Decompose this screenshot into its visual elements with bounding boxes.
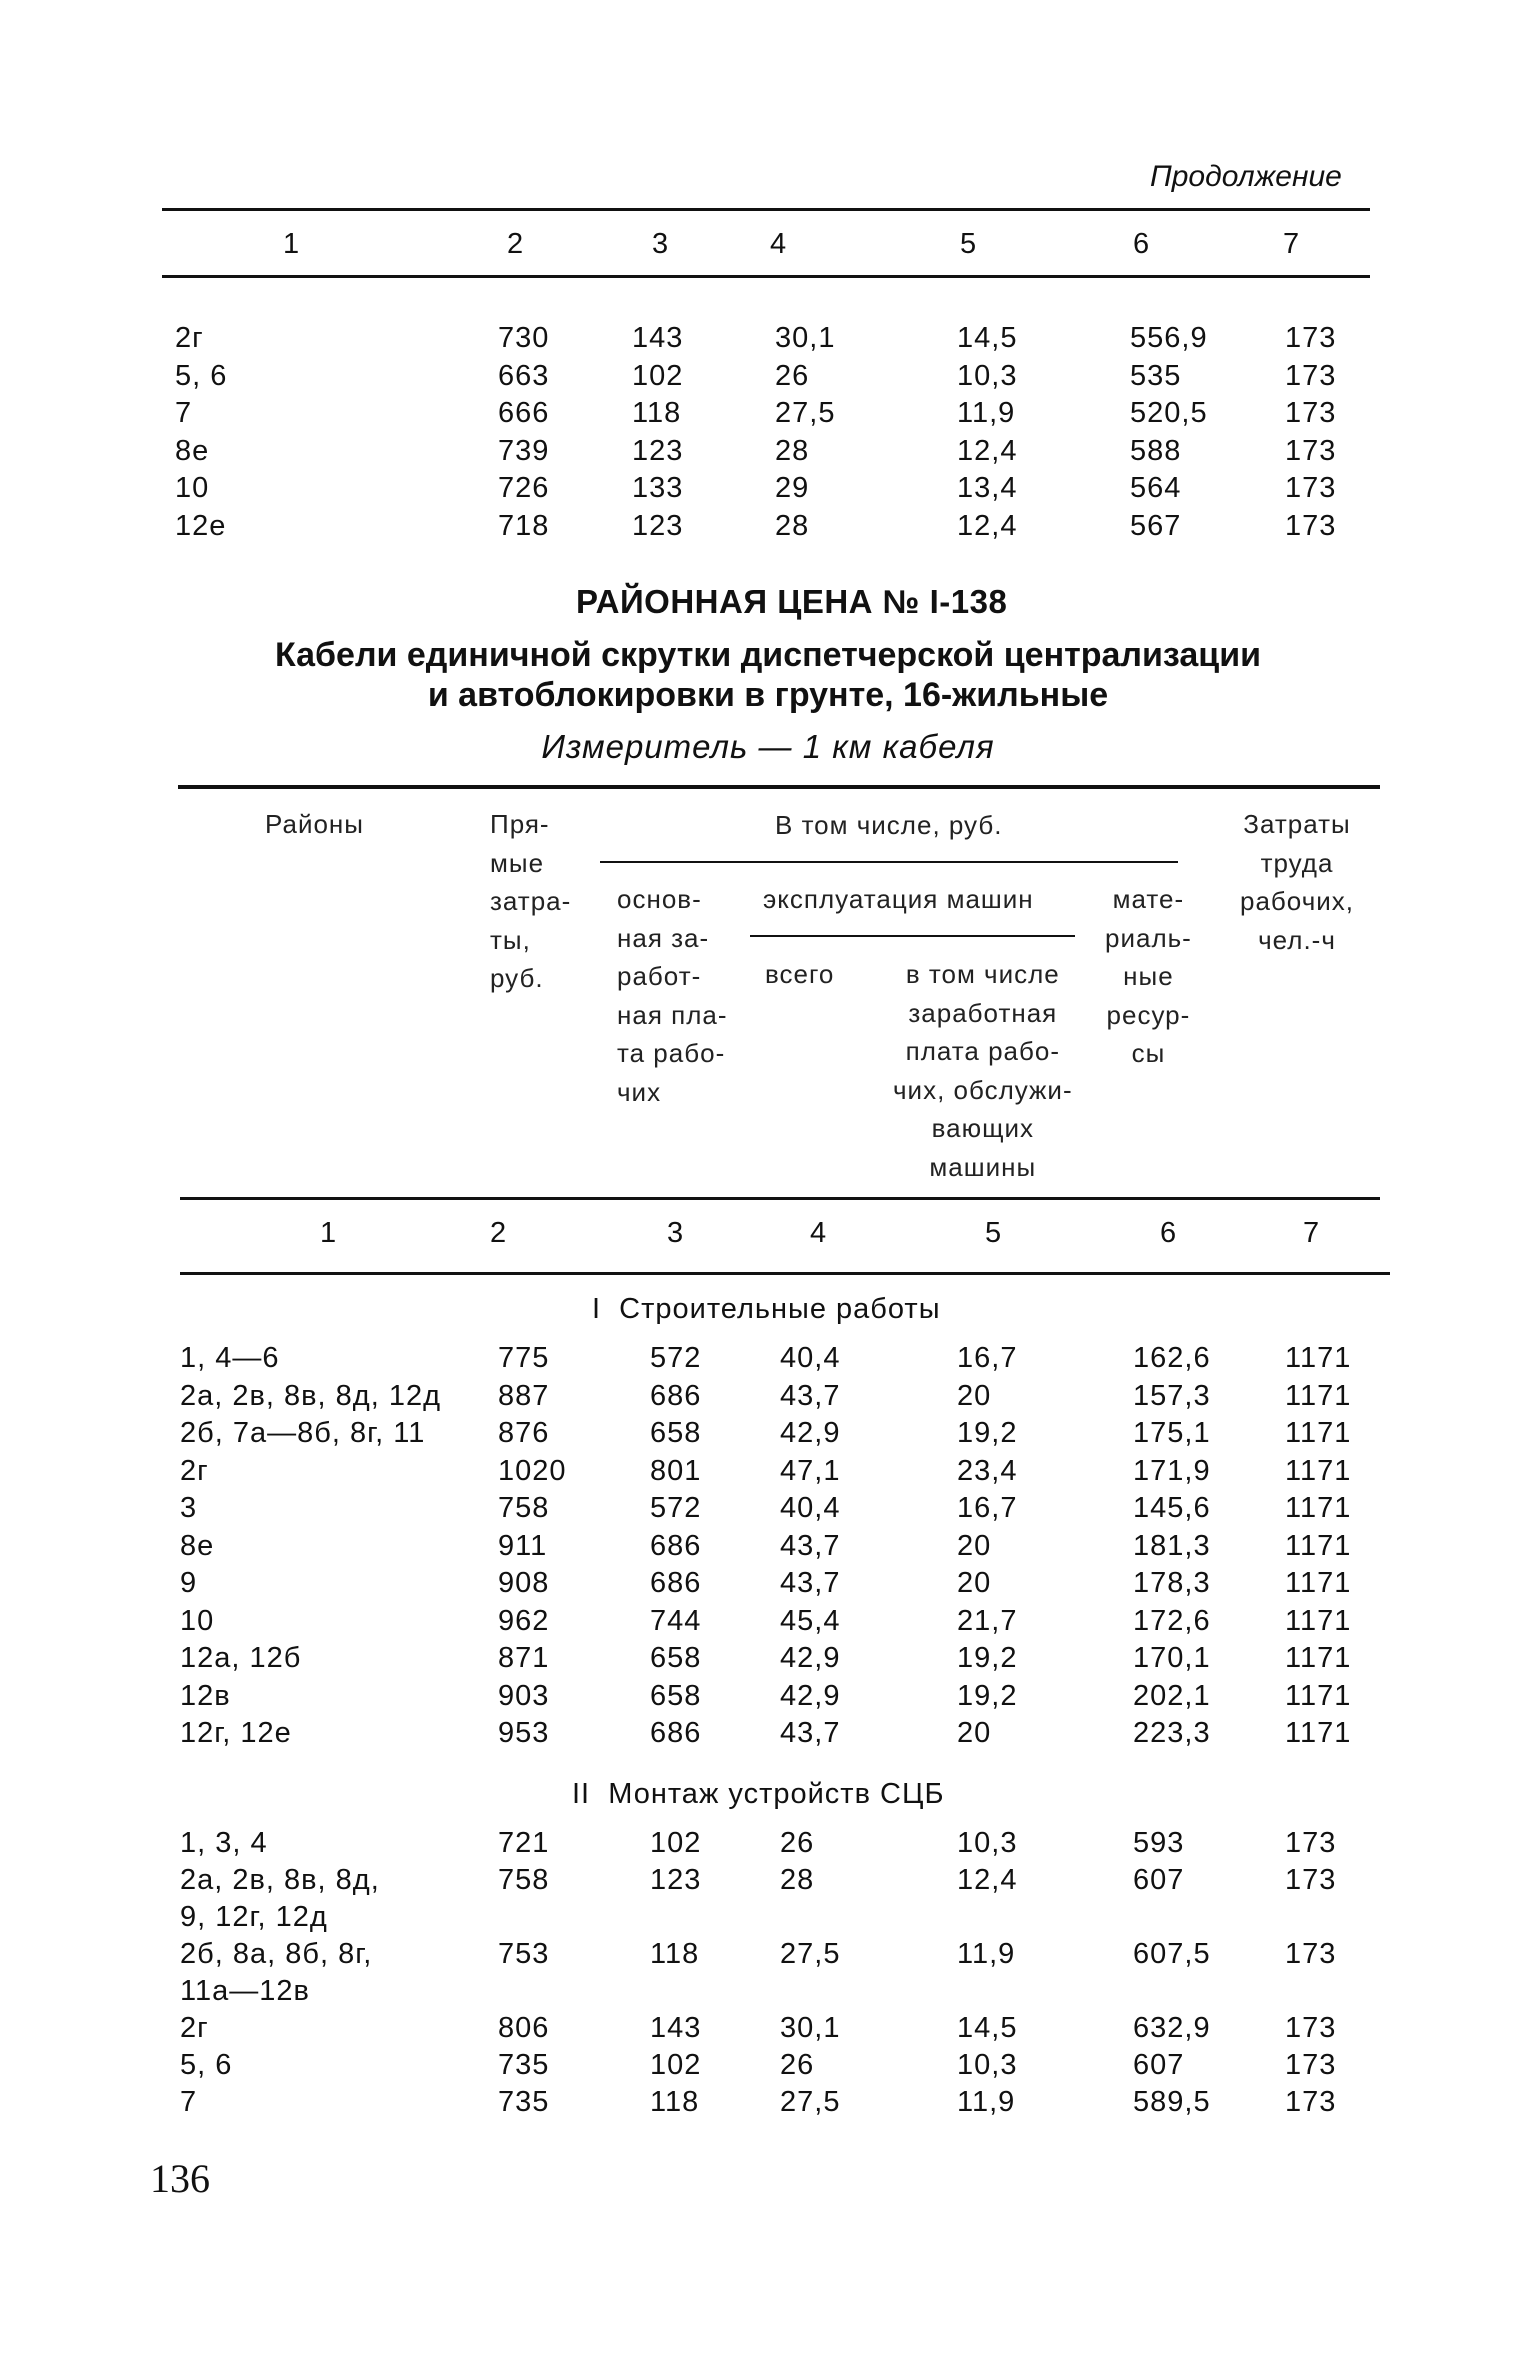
main-column-number: 7: [1303, 1217, 1321, 1249]
table-cell: 593: [1133, 1827, 1185, 1859]
top-column-number: 1: [283, 228, 301, 260]
header-rule-top: [178, 785, 1380, 789]
top-table-cell: 28: [775, 510, 810, 542]
table-cell: 801: [650, 1454, 702, 1487]
table-cell: 632,9: [1133, 2012, 1211, 2044]
top-table-cell: 564: [1130, 472, 1182, 505]
top-table-cell: 12,4: [957, 434, 1018, 467]
row-region: 10: [180, 1604, 215, 1637]
table-cell: 172,6: [1133, 1604, 1211, 1637]
table-cell: 171,9: [1133, 1454, 1211, 1487]
table-cell: 686: [650, 1567, 702, 1599]
table-cell: 40,4: [780, 1342, 841, 1374]
top-table-cell: 123: [632, 434, 684, 467]
top-table-cell: 666: [498, 397, 550, 430]
table-cell: 20: [957, 1379, 992, 1412]
top-table-cell: 143: [632, 322, 684, 354]
table-cell: 744: [650, 1604, 702, 1637]
table-cell: 1171: [1285, 1604, 1352, 1637]
table-cell: 686: [650, 1529, 702, 1562]
top-table-cell: 588: [1130, 434, 1182, 467]
table-cell: 1171: [1285, 1492, 1352, 1524]
row-region: 12г, 12е: [180, 1717, 292, 1749]
header-base-wage: основ- ная за- работ- ная пла- та рабо- чих: [617, 884, 728, 1107]
table-cell: 1171: [1285, 1417, 1352, 1449]
row-region: 1, 3, 4: [180, 1827, 268, 1859]
section-1-title: I Строительные работы: [592, 1293, 941, 1325]
table-cell: 14,5: [957, 2012, 1018, 2044]
main-column-number: 5: [985, 1217, 1003, 1249]
table-cell: 1171: [1285, 1679, 1352, 1712]
top-table-cell: 26: [775, 359, 810, 392]
table-cell: 10,3: [957, 1827, 1018, 1859]
main-column-number: 1: [320, 1217, 338, 1249]
price-subtitle-line2: и автоблокировки в грунте, 16-жильные: [427, 676, 1109, 714]
top-table-cell: 173: [1285, 434, 1337, 467]
table-cell: 26: [780, 2049, 815, 2081]
table-cell: 30,1: [780, 2012, 841, 2044]
row-region: 8е: [180, 1529, 215, 1562]
continuation-label: Продолжение: [1150, 160, 1342, 193]
table-cell: 962: [498, 1604, 550, 1637]
table-cell: 658: [650, 1417, 702, 1449]
top-table-cell: 718: [498, 510, 550, 542]
top-table-cell: 556,9: [1130, 322, 1208, 354]
table-cell: 23,4: [957, 1454, 1018, 1487]
price-title: РАЙОННАЯ ЦЕНА № I-138: [576, 583, 1008, 620]
table-cell: 1171: [1285, 1529, 1352, 1562]
top-table-cell: 520,5: [1130, 397, 1208, 430]
top-table-cell: 173: [1285, 397, 1337, 430]
table-cell: 28: [780, 1864, 815, 1896]
table-cell: 775: [498, 1342, 550, 1374]
top-table-rule-top: [162, 208, 1370, 211]
table-cell: 735: [498, 2049, 550, 2081]
top-column-number: 4: [770, 228, 788, 260]
table-cell: 170,1: [1133, 1642, 1211, 1674]
top-row-region: 2г: [175, 322, 204, 354]
table-cell: 40,4: [780, 1492, 841, 1524]
table-cell: 11,9: [957, 2086, 1016, 2118]
table-cell: 143: [650, 2012, 702, 2044]
table-cell: 42,9: [780, 1679, 841, 1712]
table-cell: 1171: [1285, 1642, 1352, 1674]
table-cell: 181,3: [1133, 1529, 1211, 1562]
top-table-cell: 123: [632, 510, 684, 542]
table-cell: 42,9: [780, 1417, 841, 1449]
row-region: 2а, 2в, 8в, 8д, 9, 12г, 12д: [180, 1864, 380, 1933]
top-table-cell: 11,9: [957, 397, 1016, 430]
including-underline: [600, 861, 1178, 863]
header-total: всего: [765, 959, 835, 989]
table-cell: 118: [650, 1938, 700, 1970]
top-row-region: 12е: [175, 510, 227, 542]
table-cell: 753: [498, 1938, 550, 1970]
table-cell: 11,9: [957, 1938, 1016, 1970]
table-cell: 21,7: [957, 1604, 1018, 1637]
table-cell: 758: [498, 1492, 550, 1524]
top-table-cell: 29: [775, 472, 810, 505]
table-cell: 178,3: [1133, 1567, 1211, 1599]
header-labor: Затраты труда рабочих, чел.-ч: [1240, 809, 1354, 955]
table-cell: 887: [498, 1379, 550, 1412]
table-cell: 806: [498, 2012, 550, 2044]
table-cell: 1171: [1285, 1567, 1352, 1599]
top-table-cell: 13,4: [957, 472, 1018, 505]
table-cell: 43,7: [780, 1379, 841, 1412]
top-column-number: 2: [507, 228, 525, 260]
table-cell: 173: [1285, 1864, 1337, 1896]
table-cell: 145,6: [1133, 1492, 1211, 1524]
table-cell: 43,7: [780, 1529, 841, 1562]
top-table-cell: 27,5: [775, 397, 836, 430]
table-cell: 16,7: [957, 1342, 1018, 1374]
table-cell: 953: [498, 1717, 550, 1749]
table-cell: 19,2: [957, 1679, 1018, 1712]
table-cell: 735: [498, 2086, 550, 2118]
header-incl-wage: в том числе заработная плата рабо- чих, обслужи- вающих машины: [893, 959, 1073, 1182]
row-region: 2б, 7а—8б, 8г, 11: [180, 1417, 426, 1449]
row-region: 12а, 12б: [180, 1642, 302, 1674]
table-cell: 123: [650, 1864, 702, 1896]
top-table-cell: 133: [632, 472, 684, 505]
top-row-region: 7: [175, 397, 193, 430]
table-cell: 202,1: [1133, 1679, 1211, 1712]
table-cell: 1171: [1285, 1342, 1352, 1374]
top-table-cell: 173: [1285, 510, 1337, 542]
table-cell: 173: [1285, 2012, 1337, 2044]
top-table-cell: 30,1: [775, 322, 836, 354]
table-cell: 43,7: [780, 1717, 841, 1749]
top-table-cell: 173: [1285, 359, 1337, 392]
table-cell: 607: [1133, 2049, 1185, 2081]
table-cell: 686: [650, 1717, 702, 1749]
header-including: В том числе, руб.: [775, 810, 1003, 840]
table-cell: 911: [498, 1529, 548, 1562]
top-column-number: 6: [1133, 228, 1151, 260]
table-cell: 43,7: [780, 1567, 841, 1599]
row-region: 2б, 8а, 8б, 8г, 11а—12в: [180, 1938, 373, 2007]
table-cell: 903: [498, 1679, 550, 1712]
main-column-number: 2: [490, 1217, 508, 1249]
table-cell: 16,7: [957, 1492, 1018, 1524]
top-table-cell: 118: [632, 397, 682, 430]
table-cell: 118: [650, 2086, 700, 2118]
table-cell: 173: [1285, 2049, 1337, 2081]
table-cell: 162,6: [1133, 1342, 1211, 1374]
top-table-rule-header: [162, 275, 1370, 278]
row-region: 2а, 2в, 8в, 8д, 12д: [180, 1379, 442, 1412]
table-cell: 20: [957, 1567, 992, 1599]
row-region: 1, 4—6: [180, 1342, 280, 1374]
table-cell: 20: [957, 1717, 992, 1749]
table-cell: 173: [1285, 2086, 1337, 2118]
table-cell: 658: [650, 1679, 702, 1712]
top-table-cell: 173: [1285, 472, 1337, 505]
table-cell: 572: [650, 1492, 702, 1524]
top-row-region: 8е: [175, 434, 210, 467]
table-cell: 758: [498, 1864, 550, 1896]
header-direct-costs: Пря- мые затра- ты, руб.: [490, 809, 572, 993]
top-table-cell: 14,5: [957, 322, 1018, 354]
main-column-number: 6: [1160, 1217, 1178, 1249]
top-table-cell: 28: [775, 434, 810, 467]
top-table-cell: 102: [632, 359, 684, 392]
table-cell: 19,2: [957, 1642, 1018, 1674]
row-region: 9: [180, 1567, 198, 1599]
table-cell: 102: [650, 1827, 702, 1859]
row-region: 12в: [180, 1679, 231, 1712]
top-table-cell: 535: [1130, 359, 1182, 392]
table-cell: 19,2: [957, 1417, 1018, 1449]
row-region: 2г: [180, 2012, 209, 2044]
table-cell: 45,4: [780, 1604, 841, 1637]
top-table-cell: 567: [1130, 510, 1182, 542]
table-cell: 1020: [498, 1454, 567, 1487]
table-cell: 871: [498, 1642, 550, 1674]
table-cell: 175,1: [1133, 1417, 1211, 1449]
top-table-cell: 173: [1285, 322, 1337, 354]
price-subtitle-line1: Кабели единичной скрутки диспетчерской централизации: [274, 636, 1262, 674]
header-regions: Районы: [265, 809, 364, 839]
machine-underline: [750, 935, 1075, 937]
table-cell: 658: [650, 1642, 702, 1674]
table-cell: 10,3: [957, 2049, 1018, 2081]
measure-unit: Измеритель — 1 км кабеля: [541, 728, 995, 765]
table-cell: 686: [650, 1379, 702, 1412]
top-table-cell: 10,3: [957, 359, 1018, 392]
row-region: 2г: [180, 1454, 209, 1487]
table-cell: 589,5: [1133, 2086, 1211, 2118]
top-table-cell: 739: [498, 434, 550, 467]
header-rule-bottom: [180, 1197, 1380, 1200]
table-cell: 42,9: [780, 1642, 841, 1674]
table-cell: 173: [1285, 1938, 1337, 1970]
table-cell: 102: [650, 2049, 702, 2081]
top-table-cell: 12,4: [957, 510, 1018, 542]
table-cell: 12,4: [957, 1864, 1018, 1896]
table-cell: 908: [498, 1567, 550, 1599]
table-cell: 47,1: [780, 1454, 841, 1487]
main-column-number: 3: [667, 1217, 685, 1249]
row-region: 5, 6: [180, 2049, 233, 2081]
table-cell: 27,5: [780, 1938, 841, 1970]
header-machine-operation: эксплуатация машин: [763, 884, 1034, 914]
row-region: 7: [180, 2086, 198, 2118]
top-table-cell: 730: [498, 322, 550, 354]
colnum-rule-bottom: [180, 1272, 1390, 1275]
top-table-cell: 726: [498, 472, 550, 505]
top-row-region: 10: [175, 472, 210, 505]
table-cell: 223,3: [1133, 1717, 1211, 1749]
top-column-number: 7: [1283, 228, 1301, 260]
table-cell: 876: [498, 1417, 550, 1449]
top-column-number: 3: [652, 228, 670, 260]
table-cell: 721: [498, 1827, 550, 1859]
table-cell: 27,5: [780, 2086, 841, 2118]
page-number: 136: [150, 2156, 210, 2201]
section-2-title: II Монтаж устройств СЦБ: [572, 1778, 945, 1810]
table-cell: 157,3: [1133, 1379, 1211, 1412]
header-materials: мате- риаль- ные ресур- сы: [1105, 884, 1192, 1068]
table-cell: 20: [957, 1529, 992, 1562]
table-cell: 1171: [1285, 1379, 1352, 1412]
table-cell: 1171: [1285, 1454, 1352, 1487]
row-region: 3: [180, 1492, 198, 1524]
table-cell: 173: [1285, 1827, 1337, 1859]
top-table-cell: 663: [498, 359, 550, 392]
table-cell: 607: [1133, 1864, 1185, 1896]
main-column-number: 4: [810, 1217, 828, 1249]
table-cell: 1171: [1285, 1717, 1352, 1749]
top-column-number: 5: [960, 228, 978, 260]
table-cell: 607,5: [1133, 1938, 1211, 1970]
table-cell: 26: [780, 1827, 815, 1859]
table-cell: 572: [650, 1342, 702, 1374]
top-row-region: 5, 6: [175, 359, 228, 392]
